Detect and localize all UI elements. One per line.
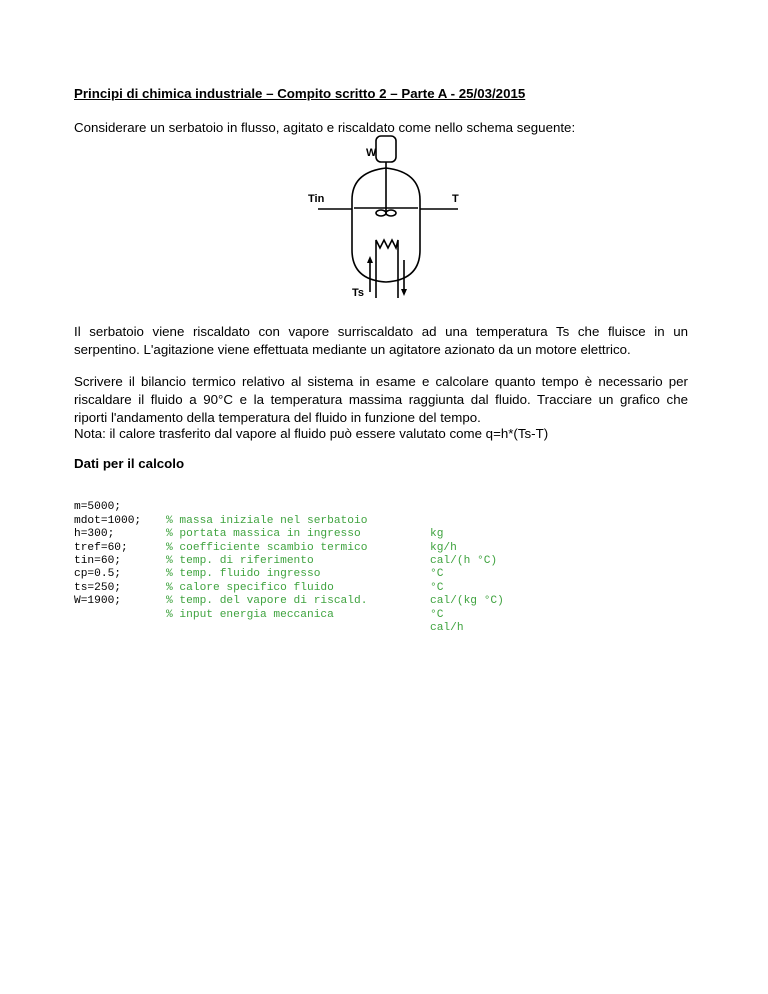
- motor-box: [376, 136, 396, 162]
- steam-in-arrow: [367, 256, 373, 263]
- label-tin: Tin: [308, 193, 325, 205]
- code-var: W=1900;: [74, 595, 121, 608]
- document-title: Principi di chimica industriale – Compito scritto 2 – Parte A - 25/03/2015: [74, 86, 526, 101]
- paragraph1-line1: Il serbatoio viene riscaldato con vapore surriscaldato ad una temperatura Ts che fluisce in un: [74, 324, 688, 339]
- code-var: mdot=1000;: [74, 514, 142, 527]
- code-comment: % temp. di riferimento: [166, 554, 314, 567]
- code-unit: °C: [430, 568, 444, 581]
- code-unit: °C: [430, 581, 444, 594]
- label-w: W: [366, 147, 377, 159]
- steam-out-arrow: [401, 289, 407, 296]
- code-comment: % input energia meccanica: [166, 608, 334, 621]
- heating-coil: [376, 240, 398, 252]
- paragraph1-line2: serpentino. L'agitazione viene effettuata mediante un agitatore azionato da un motore elettrico.: [74, 342, 631, 357]
- label-ts: Ts: [352, 287, 365, 299]
- label-t: T: [452, 193, 459, 205]
- code-unit: cal/h: [430, 621, 464, 634]
- paragraph2-line1: Scrivere il bilancio termico relativo al sistema in esame e calcolare quanto tempo è necessario per: [74, 374, 688, 389]
- code-var: ts=250;: [74, 581, 121, 594]
- code-unit: cal/(kg °C): [430, 595, 504, 608]
- code-unit: °C: [430, 608, 444, 621]
- data-section-heading: Dati per il calcolo: [74, 456, 185, 471]
- impeller-blade-left: [376, 210, 386, 216]
- code-var: tin=60;: [74, 554, 121, 567]
- paragraph2-line3: riporti l'andamento della temperatura del fluido in funzione del tempo.: [74, 410, 481, 425]
- code-var: tref=60;: [74, 541, 128, 554]
- tank-diagram: [300, 132, 480, 302]
- code-comment: % portata massica in ingresso: [166, 528, 361, 541]
- code-var: cp=0.5;: [74, 568, 121, 581]
- impeller-blade-right: [386, 210, 396, 216]
- code-comment: % temp. fluido ingresso: [166, 568, 321, 581]
- paragraph2-line4: Nota: il calore trasferito dal vapore al fluido può essere valutato come q=h*(Ts-T): [74, 426, 549, 441]
- code-unit: kg: [430, 528, 444, 541]
- code-comment: % temp. del vapore di riscald.: [166, 595, 368, 608]
- code-comment: % massa iniziale nel serbatoio: [166, 514, 368, 527]
- code-var: m=5000;: [74, 501, 121, 514]
- data-code-block: [74, 488, 504, 634]
- paragraph2-line2: riscaldare il fluido a 90°C e la temperatura massima raggiunta dal fluido. Tracciare un grafico che: [74, 392, 688, 407]
- code-comment: % calore specifico fluido: [166, 581, 334, 594]
- code-var: h=300;: [74, 528, 115, 541]
- code-unit: cal/(h °C): [430, 555, 498, 567]
- intro-text: Considerare un serbatoio in flusso, agitato e riscaldato come nello schema seguente:: [74, 120, 576, 135]
- code-unit: kg/h: [430, 541, 457, 554]
- code-comment: % coefficiente scambio termico: [166, 541, 368, 554]
